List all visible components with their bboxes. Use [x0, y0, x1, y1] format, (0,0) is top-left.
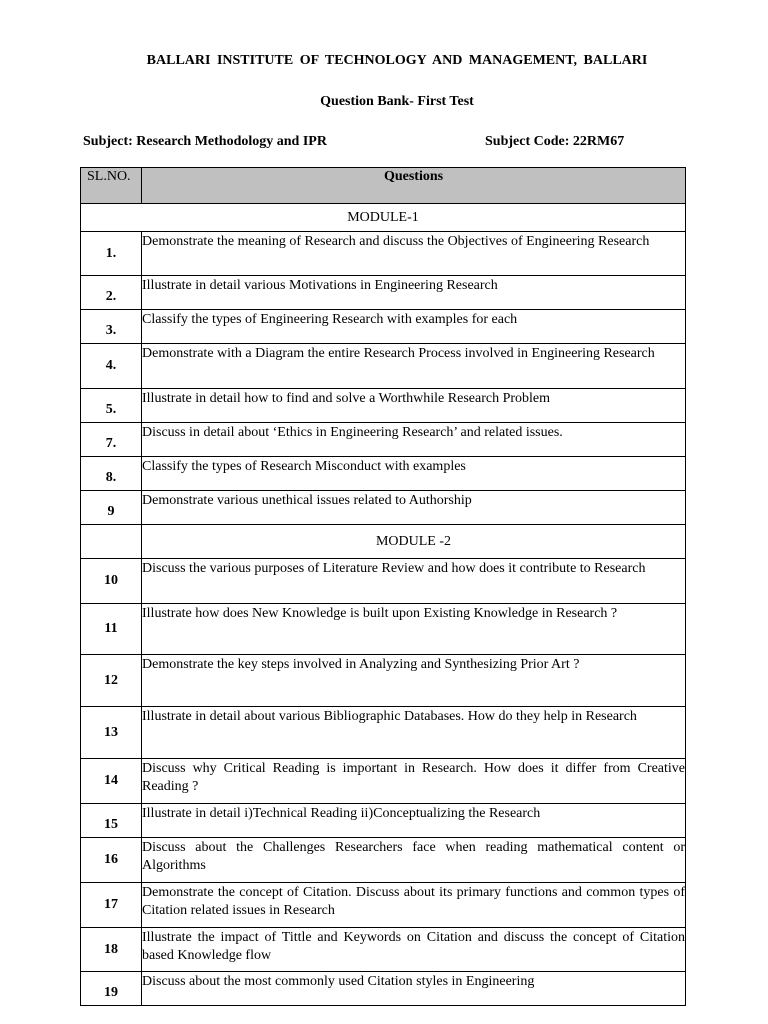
- question-text: Illustrate the impact of Tittle and Keywords on Citation and discuss the concept of Citation based Knowledge flow: [142, 928, 686, 972]
- table-row: [81, 972, 686, 1006]
- table-row: [81, 655, 686, 707]
- module-spacer-cell: [81, 525, 142, 559]
- table-row: [81, 457, 686, 491]
- question-number: 14: [81, 759, 142, 804]
- question-text: Illustrate in detail about various Bibliographic Databases. How do they help in Research: [142, 707, 686, 759]
- document-subtitle: Question Bank- First Test: [320, 94, 474, 109]
- question-number: 17: [81, 883, 142, 928]
- table-row: [81, 559, 686, 604]
- question-number: 8.: [81, 457, 142, 491]
- question-text: Discuss about the Challenges Researchers face when reading mathematical content or Algorithms: [142, 838, 686, 883]
- question-number: 9: [81, 491, 142, 525]
- question-number: 16: [81, 838, 142, 883]
- table-row: [81, 389, 686, 423]
- table-row: [81, 759, 686, 804]
- question-number: 19: [81, 972, 142, 1006]
- question-number: 12: [81, 655, 142, 707]
- question-text: Discuss the various purposes of Literature Review and how does it contribute to Research: [142, 559, 686, 604]
- subject-code: Subject Code: 22RM67: [485, 134, 625, 149]
- table-row: [81, 604, 686, 655]
- table-row: [81, 804, 686, 838]
- institute-title: BALLARI INSTITUTE OF TECHNOLOGY AND MANAGEMENT, BALLARI: [146, 53, 648, 68]
- question-number: 4.: [81, 344, 142, 389]
- question-text: Classify the types of Research Misconduct with examples: [142, 457, 686, 491]
- question-number: 10: [81, 559, 142, 604]
- column-header-questions: Questions: [142, 168, 686, 204]
- table-row: [81, 707, 686, 759]
- question-text: Illustrate in detail i)Technical Reading ii)Conceptualizing the Research: [142, 804, 686, 838]
- question-text: Discuss in detail about ‘Ethics in Engineering Research’ and related issues.: [142, 423, 686, 457]
- module-row: [81, 204, 686, 232]
- question-text: Classify the types of Engineering Research with examples for each: [142, 310, 686, 344]
- module-heading: MODULE-1: [81, 204, 686, 232]
- question-text: Discuss about the most commonly used Citation styles in Engineering: [142, 972, 686, 1006]
- question-text: Demonstrate with a Diagram the entire Research Process involved in Engineering Research: [142, 344, 686, 389]
- question-text: Demonstrate the key steps involved in Analyzing and Synthesizing Prior Art ?: [142, 655, 686, 707]
- question-text: Demonstrate the concept of Citation. Discuss about its primary functions and common types of Citation related issues in Research: [142, 883, 686, 928]
- question-number: 13: [81, 707, 142, 759]
- question-text: Discuss why Critical Reading is important in Research. How does it differ from Creative Reading ?: [142, 759, 686, 804]
- question-number: 2.: [81, 276, 142, 310]
- question-text: Illustrate in detail how to find and solve a Worthwhile Research Problem: [142, 389, 686, 423]
- table-row: [81, 344, 686, 389]
- table-row: [81, 838, 686, 883]
- question-text: Illustrate in detail various Motivations in Engineering Research: [142, 276, 686, 310]
- table-row: [81, 232, 686, 276]
- table-row: [81, 423, 686, 457]
- question-number: 3.: [81, 310, 142, 344]
- question-text: Demonstrate the meaning of Research and discuss the Objectives of Engineering Research: [142, 232, 686, 276]
- question-number: 7.: [81, 423, 142, 457]
- table-row: [81, 883, 686, 928]
- table-row: [81, 928, 686, 972]
- question-table: [80, 167, 686, 1006]
- table-row: [81, 310, 686, 344]
- question-number: 15: [81, 804, 142, 838]
- question-number: 5.: [81, 389, 142, 423]
- question-text: Illustrate how does New Knowledge is built upon Existing Knowledge in Research ?: [142, 604, 686, 655]
- module-heading: MODULE -2: [142, 525, 686, 559]
- column-header-slno: SL.NO.: [81, 168, 142, 204]
- question-number: 18: [81, 928, 142, 972]
- table-row: [81, 491, 686, 525]
- question-number: 1.: [81, 232, 142, 276]
- question-number: 11: [81, 604, 142, 655]
- question-text: Demonstrate various unethical issues related to Authorship: [142, 491, 686, 525]
- subject-name: Subject: Research Methodology and IPR: [83, 134, 327, 149]
- module-row: [81, 525, 686, 559]
- table-row: [81, 276, 686, 310]
- table-header-row: [81, 168, 686, 204]
